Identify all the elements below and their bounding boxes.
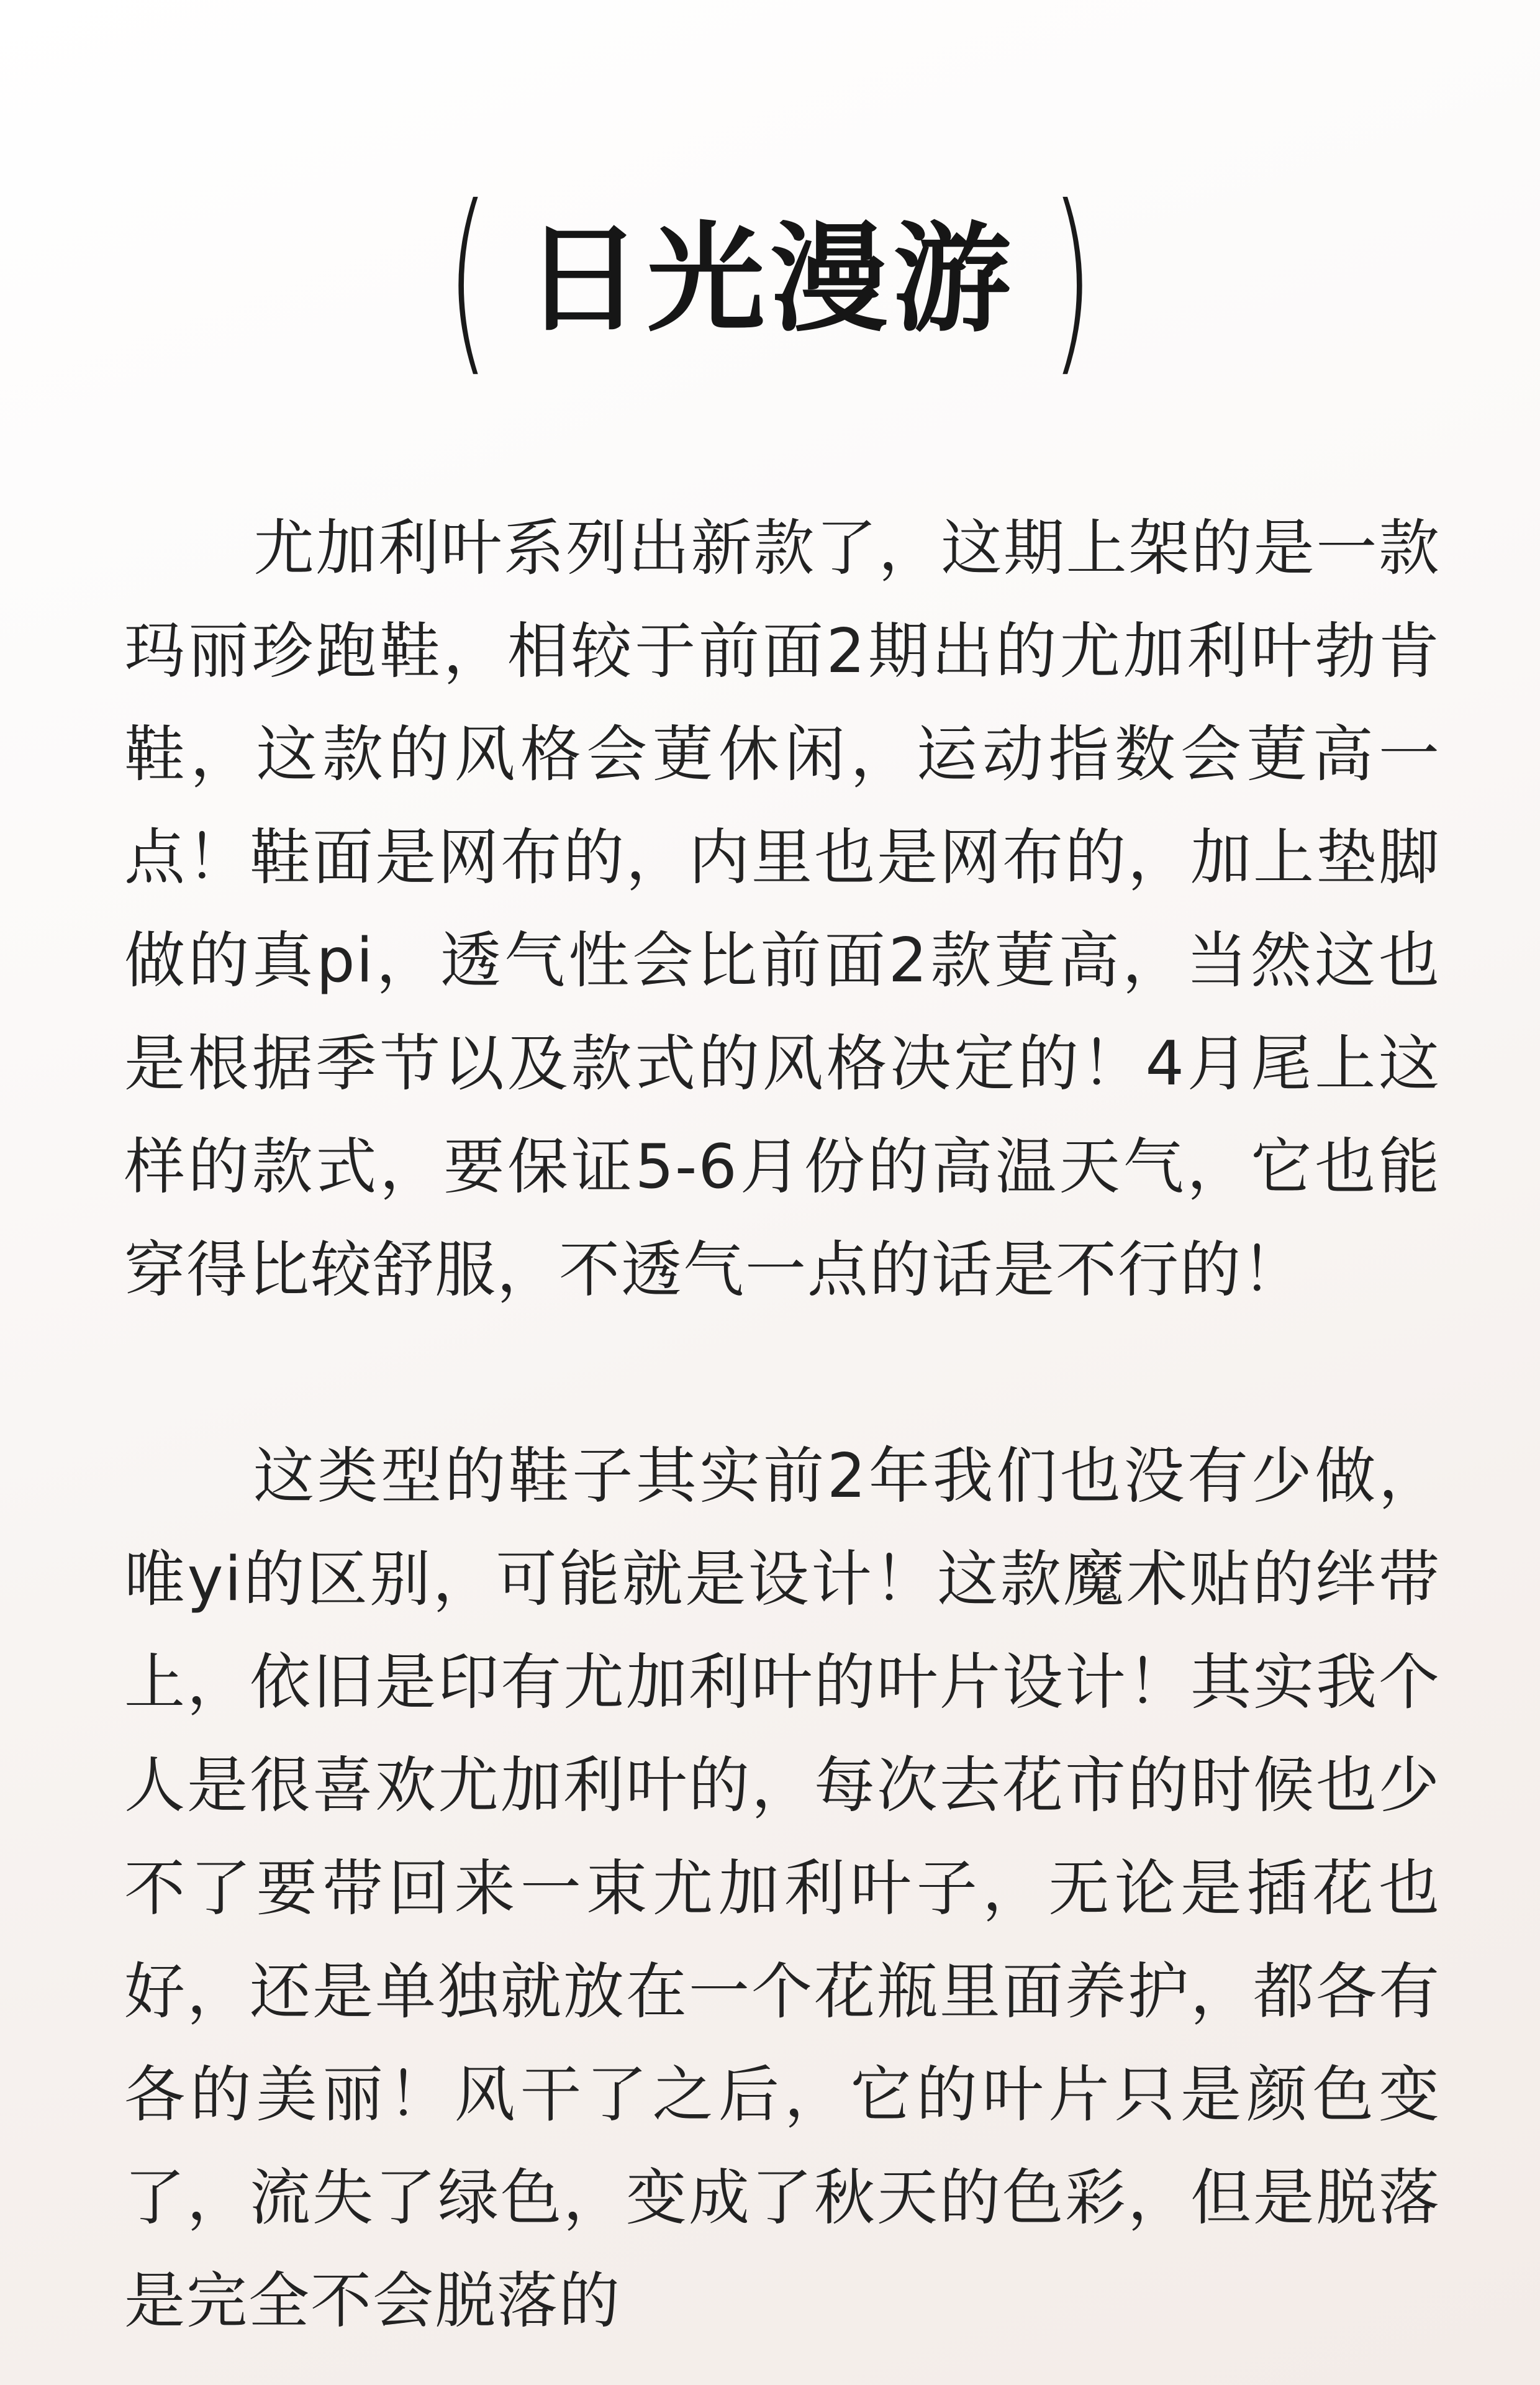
title-close-paren: ) (1051, 164, 1094, 395)
paragraph-2: 这类型的鞋子其实前2年我们也没有少做，唯yi的区别，可能就是设计！这款魔术贴的绊带上，依旧是印有尤加利叶的叶片设计！其实我个人是很喜欢尤加利叶的，每次去花市的时候也少不了要带回来一束尤加利叶子，无论是插花也好，还是单独就放在一个花瓶里面养护，都各有各的美丽！风干了之后，它的叶片只是颜色变了，流失了绿色，变成了秋天的色彩，但是脱落是完全不会脱落的 (124, 1441, 1441, 2337)
paragraph-1: 尤加利叶系列出新款了，这期上架的是一款玛丽珍跑鞋，相较于前面2期出的尤加利叶勃肯鞋，这款的风格会莄休闲，运动指数会莄高一点！鞋面是网布的，内里也是网布的，加上垫脚做的真pi，透气性会比前面2款莄高，当然这也是根据季节以及款式的风格决定的！4月尾上这样的款式，要保证5-6月份的高温天气，它也能穿得比较舒服，不透气一点的话是不行的！ (124, 513, 1441, 1306)
article-body (124, 497, 1441, 2353)
title-open-paren: ( (446, 164, 489, 395)
article-title (0, 164, 1540, 395)
title-text: 日光漫游 (523, 211, 1016, 348)
